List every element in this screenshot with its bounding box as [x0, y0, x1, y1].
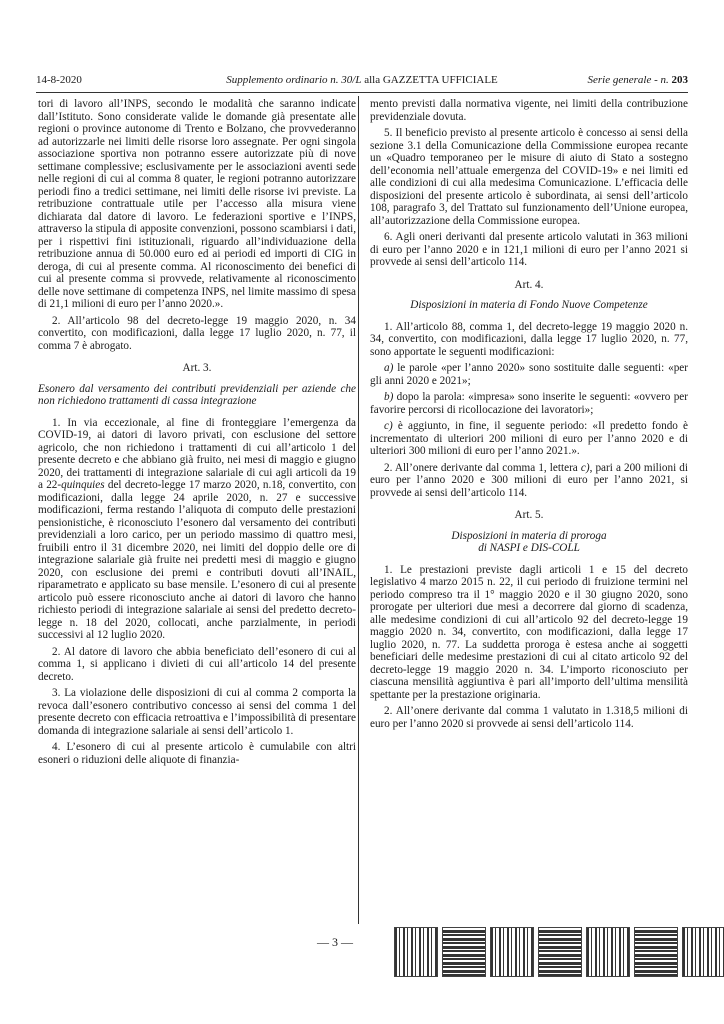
list-marker: c) [384, 420, 393, 432]
article-title-line: Disposizioni in materia di proroga [451, 529, 607, 542]
article-title: Disposizioni in materia di Fondo Nuove Competenze [410, 299, 648, 311]
article-heading: Art. 3. [182, 362, 212, 374]
article-title-line: di NASPI e DIS-COLL [478, 542, 580, 554]
list-marker: a) [384, 362, 394, 374]
header-issue-number: 203 [671, 74, 688, 86]
text-run: le parole «per l’anno 2020» sono sostituite dalle seguenti: «per gli anni 2020 e 2021»; [370, 362, 688, 387]
header-supplement: Supplemento ordinario n. 30/L [226, 74, 362, 86]
paragraph: 3. La violazione delle disposizioni di cui al comma 2 comporta la revoca dall’esonero contributivo concesso ai sensi del comma 1 del presente decreto con efficacia retroattiva e l’impossibilità di presentare domanda di integrazione salariale ai sensi dell’articolo 1. [38, 687, 356, 737]
header-date: 14-8-2020 [36, 74, 82, 86]
text-run: 1. In via eccezionale, al fine di fronteggiare l’emergenza da COVID-19, ai datori di lavoro privati, con esclusione del settore agricolo, che non richiedono i trattamenti di cui all’articolo 1 del presente decreto e che abbiano già fruito, nei mesi di maggio e giugno 2020, dei trattamenti di integrazione salariale di cui agli articoli da 19 a 22- [38, 416, 356, 491]
paragraph: 2. Al datore di lavoro che abbia beneficiato dell’esonero di cui al comma 1, si applicano i divieti di cui all’articolo 14 del presente decreto. [38, 645, 356, 683]
article-title: Esonero dal versamento dei contributi previdenziali per aziende che non richiedono trattamenti di cassa integrazione [38, 382, 356, 407]
header-series [588, 74, 689, 86]
page-number: — 3 — [317, 935, 353, 949]
datamatrix-code [538, 927, 582, 977]
paragraph: mento previsti dalla normativa vigente, nei limiti della contribuzione previdenziale dovuta. [370, 98, 688, 123]
text-run-italic: c) [580, 461, 590, 474]
datamatrix-code [586, 927, 630, 977]
right-column [370, 98, 688, 734]
header-gazette: alla GAZZETTA UFFICIALE [361, 74, 498, 86]
article-title [370, 530, 688, 555]
datamatrix-code [682, 927, 724, 977]
article-heading: Art. 4. [514, 278, 544, 291]
text-run: del decreto-legge 17 marzo 2020, n.18, convertito, con modificazioni, dalla legge 24 aprile 2020, n. 27 e successive modificazioni, ferma restando l’aliquota di computo delle prestazioni pensionistiche, è riconosciuto l’esonero dal versamento dei contributi previdenziali a loro carico, per un periodo massimo di quattro mesi, fruibili entro il 31 dicembre 2020, nei limiti del doppio delle ore di integrazione salariale già fruite nei predetti mesi di maggio e giugno 2020, con esclusione dei premi e contributi dovuti all’INAIL, riparametrato e applicato su base mensile. L’esonero di cui al presente articolo può essere riconosciuto anche ai datori di lavoro che hanno richiesto periodi di integrazione salariale ai sensi del predetto decreto-legge n. 18 del 2020, collocati, anche parzialmente, in periodi successivi al 12 luglio 2020. [38, 479, 356, 641]
column-separator [358, 96, 359, 924]
left-column [38, 98, 356, 770]
paragraph: 4. L’esonero di cui al presente articolo è cumulabile con altri esoneri o riduzioni delle aliquote di finanzia- [38, 741, 356, 766]
article-heading: Art. 5. [514, 509, 544, 521]
paragraph: 5. Il beneficio previsto al presente articolo è concesso ai sensi della sezione 3.1 della Comunicazione della Commissione europea recante un «Quadro temporaneo per le misure di aiuto di Stato a sostegno dell’economia nell’attuale emergenza del COVID-19» e nei limiti ed alle condizioni di cui alla medesima Comunicazione. L’efficacia delle disposizioni del presente articolo è subordinata, ai sensi dell’articolo 108, paragrafo 3, del Trattato sul funzionamento dell’Unione europea, all’autorizzazione della Commissione europea. [370, 127, 688, 227]
paragraph: tori di lavoro all’INPS, secondo le modalità che saranno indicate dall’Istituto. Sono considerate valide le domande già presentate alle regioni o province autonome di Trento e Bolzano, che provvederanno ad autorizzarle nei limiti delle risorse loro assegnate. Per ogni singola associazione sportiva non potranno essere autorizzate più di nove settimane complessive; esclusivamente per le associazioni aventi sede nelle regioni di cui al comma 8 quater, le regioni potranno autorizzare periodi fino a tredici settimane, nei limiti delle risorse ivi previste. La retribuzione contrattuale utile per l’accesso alla misura viene dichiarata dal datore di lavoro. Le federazioni sportive e l’INPS, attraverso la stipula di apposite convenzioni, possono scambiarsi i dati, per i rispettivi fini istituzionali, riguardo all’individuazione della retribuzione annua di 50.000 euro ed ai periodi ed importi di CIG in deroga, di cui al presente comma. Al riconoscimento dei benefici di cui al presente comma si provvede, relativamente al riconoscimento delle nove settimane di competenza INPS, nel limite massimo di spesa di 21,1 milioni di euro per l’anno 2020.». [38, 98, 356, 310]
header-rule [36, 92, 688, 93]
paragraph [370, 420, 688, 458]
paragraph: 2. All’onere derivante dal comma 1 valutato in 1.318,5 milioni di euro per l’anno 2020 si provvede ai sensi dell’articolo 114. [370, 705, 688, 730]
header-series-label: Serie generale - n. [587, 74, 672, 86]
paragraph: 6. Agli oneri derivanti dal presente articolo valutati in 363 milioni di euro per l’anno 2020 e in 121,1 milioni di euro per l’anno 2021 si provvede ai sensi dell’articolo 114. [370, 231, 688, 268]
datamatrix-code [490, 927, 534, 977]
datamatrix-code [442, 927, 486, 977]
text-run: è aggiunto, in fine, il seguente periodo: «Il predetto fondo è incrementato di ulteriori 200 milioni di euro per l’anno 2020 e di ulteriori 300 milioni di euro per l’anno 2021.». [370, 420, 688, 457]
paragraph [370, 391, 688, 416]
running-header [36, 74, 688, 90]
list-marker: b) [384, 391, 394, 403]
text-run: , pari a 200 milioni di euro per l’anno 2020 e 300 milioni di euro per l’anno 2021, si provvede ai sensi dell’articolo 114. [370, 461, 688, 499]
paragraph: 1. All’articolo 88, comma 1, del decreto-legge 19 maggio 2020 n. 34, convertito, con modificazioni, dalla legge 17 luglio 2020, n. 77, sono apportate le seguenti modificazioni: [370, 320, 688, 358]
text-run: 2. All’onere derivante dal comma 1, lettera [384, 461, 581, 474]
paragraph [370, 462, 688, 500]
paragraph [370, 362, 688, 387]
paragraph [38, 417, 356, 642]
text-run-italic: quinquies [61, 479, 105, 491]
datamatrix-code [634, 927, 678, 977]
paragraph: 2. All’articolo 98 del decreto-legge 19 maggio 2020, n. 34 convertito, con modificazioni, dalla legge 17 luglio 2020, n. 77, il comma 7 è abrogato. [38, 314, 356, 352]
datamatrix-codes [394, 927, 724, 975]
datamatrix-code [394, 927, 438, 977]
text-run: dopo la parola: «impresa» sono inserite le seguenti: «ovvero per favorire percorsi di ricollocazione dei lavoratori»; [370, 391, 688, 416]
paragraph: 1. Le prestazioni previste dagli articoli 1 e 15 del decreto legislativo 4 marzo 2015 n. 22, il cui periodo di fruizione termini nel periodo compreso tra il 1° maggio 2020 e il 30 giugno 2020, sono prorogate per ulteriori due mesi a decorrere dal giorno di scadenza, alle medesime condizioni di cui all’articolo 92 del decreto-legge 19 maggio 2020 n. 34, convertito, con modificazioni, dalla legge 17 luglio 2020, n. 77. La suddetta proroga è estesa anche ai soggetti beneficiari delle medesime prestazioni di cui al citato articolo 92 del decreto-legge 19 maggio 2020 n. 34. L’importo riconosciuto per ciascuna mensilità aggiuntiva è pari all’importo dell’ultima mensilità spettante per la prestazione originaria. [370, 563, 688, 701]
